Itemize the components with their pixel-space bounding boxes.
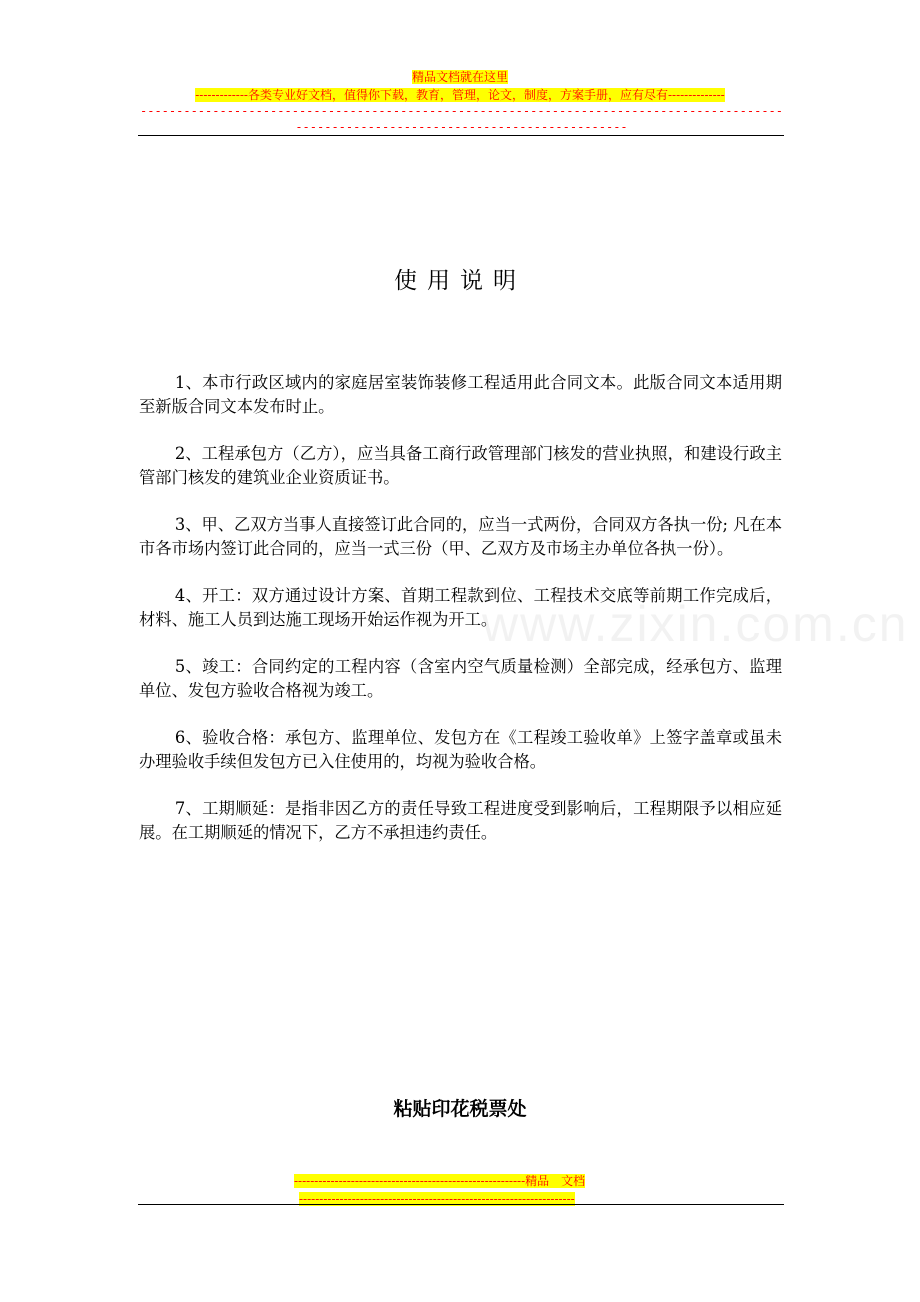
header-tagline: -------------各类专业好文档，值得你下载，教育，管理，论文，制度，方案手册，应有尽有-------------- bbox=[195, 88, 725, 102]
paragraph: 6、验收合格：承包方、监理单位、发包方在《工程竣工验收单》上签字盖章或虽未办理验收手续但发包方已入住使用的，均视为验收合格。 bbox=[139, 728, 782, 771]
paragraph: 4、开工：双方通过设计方案、首期工程款到位、工程技术交底等前期工作完成后，材料、施工人员到达施工现场开始运作视为开工。 bbox=[139, 586, 782, 629]
paragraph: 1、本市行政区域内的家庭居室装饰装修工程适用此合同文本。此版合同文本适用期至新版合同文本发布时止。 bbox=[139, 373, 782, 416]
header-divider bbox=[138, 135, 784, 136]
header-tagline-row bbox=[0, 84, 920, 103]
document-title: 使用说明 bbox=[394, 268, 526, 294]
stamp-duty-placeholder: 粘贴印花税票处 bbox=[393, 1098, 527, 1120]
paragraph: 5、竣工：合同约定的工程内容（含室内空气质量检测）全部完成，经承包方、监理单位、发包方验收合格视为竣工。 bbox=[139, 657, 782, 700]
watermark: www.zixin.com.cn bbox=[482, 596, 909, 652]
header-banner bbox=[0, 66, 920, 85]
footer-divider bbox=[138, 1204, 784, 1205]
paragraph: 3、甲、乙双方当事人直接签订此合同的，应当一式两份，合同双方各执一份; 凡在本市各市场内签订此合同的，应当一式三份（甲、乙双方及市场主办单位各执一份）。 bbox=[139, 515, 783, 558]
paragraph: 7、工期顺延：是指非因乙方的责任导致工程进度受到影响后，工程期限予以相应延展。在工期顺延的情况下，乙方不承担违约责任。 bbox=[139, 799, 782, 842]
footer-line-1 bbox=[294, 1170, 628, 1189]
paragraph: 2、工程承包方（乙方），应当具备工商行政管理部门核发的营业执照，和建设行政主管部门核发的建筑业企业资质证书。 bbox=[139, 444, 782, 487]
header-dash-line: --------------------------------------------------------------------------------------------------------------------------------------- bbox=[140, 104, 783, 134]
footer-dashes: -------------------------------------------------------------------- bbox=[299, 1192, 575, 1206]
document-body bbox=[139, 371, 782, 868]
header-title: 精品文档就在这里 bbox=[411, 70, 508, 84]
footer-label: ---------------------------------------------------------精品 文档 bbox=[294, 1174, 586, 1188]
